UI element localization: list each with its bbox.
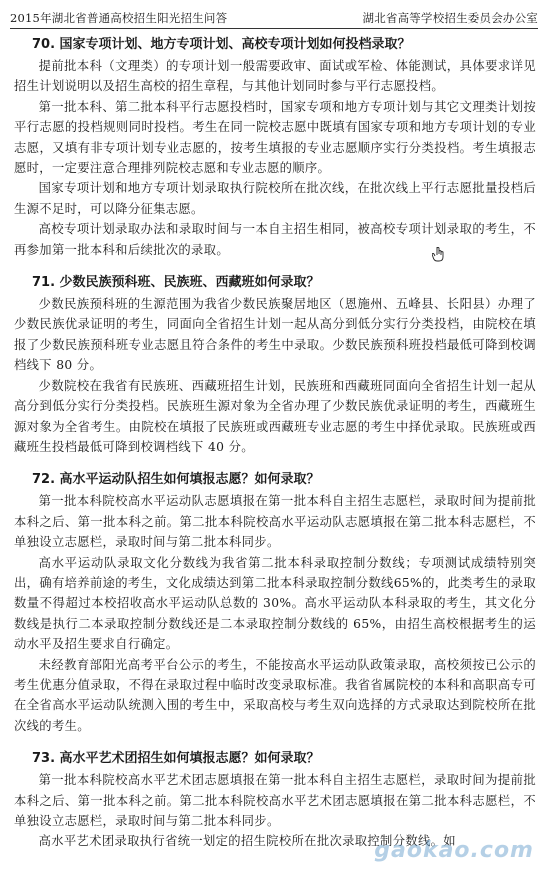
hand-cursor-icon	[432, 246, 446, 262]
paragraph: 高水平运动队录取文化分数线为我省第二批本科录取控制分数线；专项测试成绩特别突出，确有培养前途的考生，文化成绩达到第二批本科录取控制分数线65%的，此类考生的录取数量不得超过本校招收高水平运动队总数的 30%。高水平运动队本科录取的考生，其文化分数线是执行二本录取控制分数线还是二本录取控制分数线的 65%，由招生高校根据考生的运动水平及招生要求自行确定。	[14, 555, 536, 652]
section-title: 70. 国家专项计划、地方专项计划、高校专项计划如何投档录取？	[32, 37, 411, 52]
watermark-logo: gaokao.com	[374, 838, 534, 863]
paragraph: 第一批本科院校高水平艺术团志愿填报在第一批本科自主招生志愿栏，录取时间为提前批本科之后、第一批本科之前。第二批本科院校高水平艺术团志愿填报在第二批本科志愿栏，不单独设立志愿栏，录取时间与第二批本科同步。	[14, 773, 536, 828]
paragraph: 少数民族预科班的生源范围为我省少数民族聚居地区（恩施州、五峰县、长阳县）办理了少数民族优录证明的考生，同面向全省招生计划一起从高分到低分实行分类投档，由院校在填报了少数民族预科班专业志愿且符合条件的考生中录取。少数民族预科班投档最低可降到校调档线下 80 分。	[14, 297, 536, 373]
paragraph: 第一批本科、第二批本科平行志愿投档时，国家专项和地方专项计划与其它文理类计划按平行志愿的投档规则同时投档。考生在同一院校志愿中既填有国家专项和地方专项计划的专业志愿，又填有非专项计划专业志愿的，按考生填报的专业志愿顺序实行分类投档。考生填报志愿时，一定要注意合理排列院校志愿和专业志愿的顺序。	[14, 99, 536, 176]
paragraph: 国家专项计划和地方专项计划录取执行院校所在批次线，在批次线上平行志愿批量投档后生源不足时，可以降分征集志愿。	[14, 181, 536, 216]
document-body	[14, 32, 536, 871]
paragraph: 高校专项计划录取办法和录取时间与一本自主招生相同，被高校专项计划录取的考生，不再参加第一批本科和后续批次的录取。	[14, 222, 536, 257]
section-title: 73. 高水平艺术团招生如何填报志愿？如何录取？	[32, 751, 320, 767]
section-71	[14, 272, 536, 457]
section-title: 71. 少数民族预科班、民族班、西藏班如何录取？	[32, 275, 320, 291]
header-right-office: 湖北省高等学校招生委员会办公室	[362, 11, 538, 25]
page-header	[10, 4, 538, 29]
paragraph: 少数院校在我省有民族班、西藏班招生计划，民族班和西藏班同面向全省招生计划一起从高分到低分实行分类投档。民族班生源对象为全省办理了少数民族优录证明的考生，西藏班生源对象为全省考生。由院校在填报了民族班或西藏班专业志愿的考生中择优录取。民族班或西藏班生投档最低可降到校调档线下 40 分。	[14, 378, 536, 454]
paragraph: 第一批本科院校高水平运动队志愿填报在第一批本科自主招生志愿栏，录取时间为提前批本科之后、第一批本科之前。第二批本科院校高水平运动队志愿填报在第二批本科志愿栏，不单独设立志愿栏，录取时间与第二批本科同步。	[14, 494, 536, 550]
paragraph: 未经教育部阳光高考平台公示的考生，不能按高水平运动队政策录取，高校须按已公示的考生优惠分值录取，不得在录取过程中临时改变录取标准。我省省属院校的本科和高职高专可在全省高水平运动队统测入围的考生中，采取高校与考生双向选择的方式录取达到院校所在批次线的考生。	[14, 657, 536, 733]
header-left-title: 2015年湖北省普通高校招生阳光招生问答	[10, 11, 228, 25]
section-70	[14, 34, 536, 260]
section-title: 72. 高水平运动队招生如何填报志愿？如何录取？	[32, 472, 320, 488]
paragraph: 高水平艺术团录取执行省统一划定的招生院校所在批次录取控制分数线。如	[38, 834, 456, 849]
section-73	[14, 748, 536, 852]
section-72	[14, 469, 536, 736]
paragraph: 提前批本科（文理类）的专项计划一般需要政审、面试或军检、体能测试，具体要求详见招生计划说明以及招生高校的招生章程，与其他计划同时参与平行志愿投档。	[14, 59, 536, 94]
